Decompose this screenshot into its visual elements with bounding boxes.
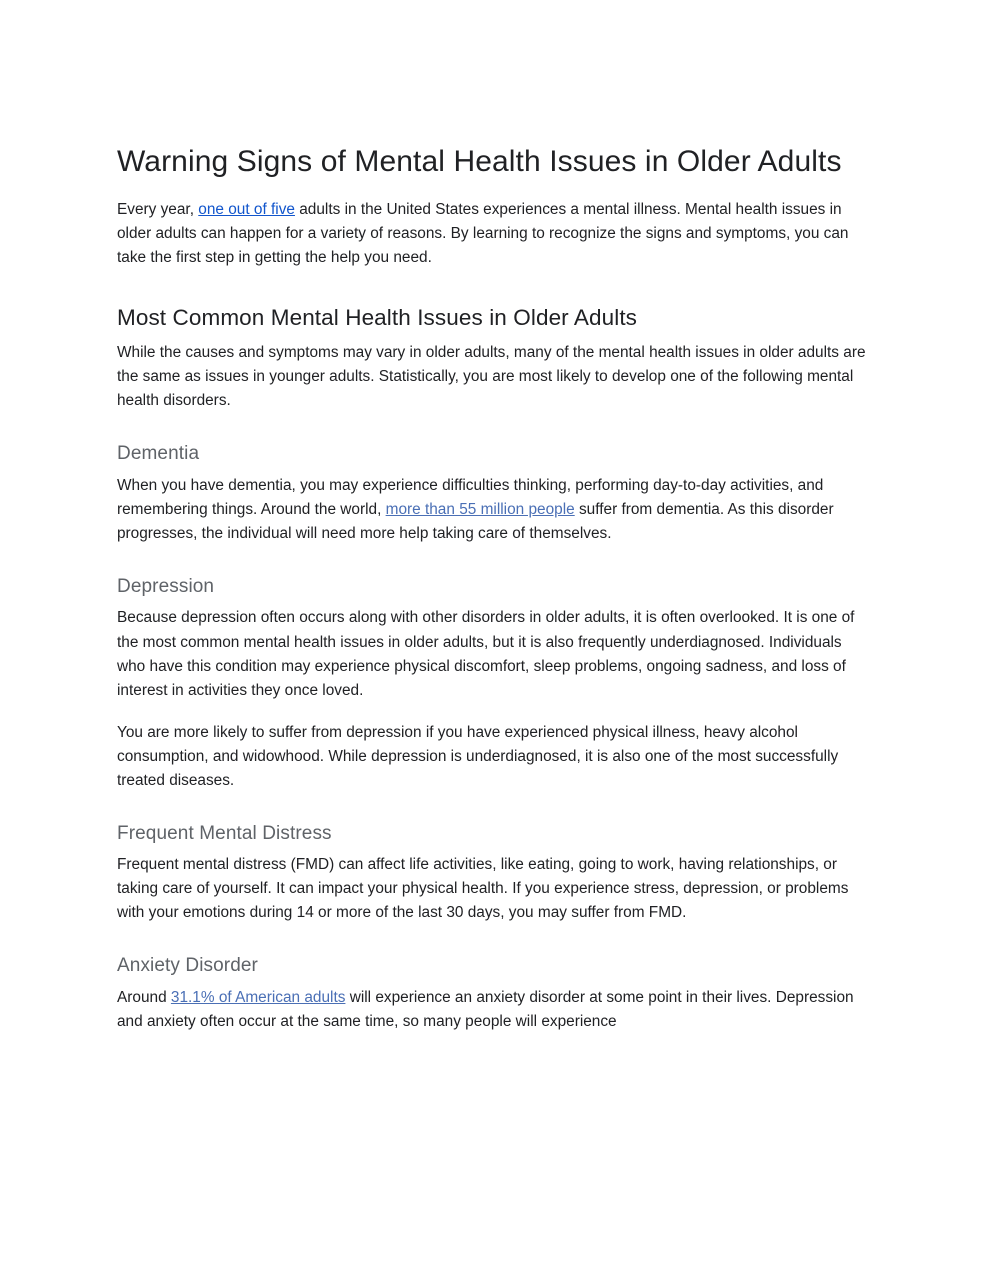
sub-heading-depression: Depression [117,575,215,597]
intro-text-after-link: adults in the United States experiences a mental illness. Mental health issues in older adults can happen for a variety of reasons. By learning to recognize the signs and symptoms, you can take the first step in getting the help you need. [117,200,849,266]
paragraph-anxiety-disorder [117,986,869,1034]
link-one-out-of-five[interactable]: one out of five [198,200,295,218]
link-31-percent-american-adults[interactable]: 31.1% of American adults [170,988,346,1006]
sub-heading-anxiety-disorder: Anxiety Disorder [117,955,258,977]
paragraph-depression-2: You are more likely to suffer from depression if you have experienced physical illness, heavy alcohol consumption, and widowhood. While depression is underdiagnosed, it is also one of the most successfully treated diseases. [117,723,839,789]
dementia-text-after-link: suffer from dementia. As this disorder progresses, the individual will need more help taking care of themselves. [117,500,834,542]
intro-paragraph [117,198,869,270]
page-title: Warning Signs of Mental Health Issues in Older Adults [117,145,842,178]
anxiety-text-after-link: will experience an anxiety disorder at some point in their lives. Depression and anxiety often occur at the same time, so many people will experience [117,988,854,1030]
paragraph-depression-1: Because depression often occurs along with other disorders in older adults, it is often overlooked. It is one of the most common mental health issues in older adults, but it is also frequently underdiagnosed. Individuals who have this condition may experience physical discomfort, sleep problems, ongoing sadness, and loss of interest in activities they once loved. [117,609,855,699]
sub-heading-dementia: Dementia [117,443,200,465]
intro-text-before-link: Every year, [117,200,199,218]
link-55-million-people[interactable]: more than 55 million people [385,500,575,518]
paragraph-frequent-mental-distress: Frequent mental distress (FMD) can affect life activities, like eating, going to work, having relationships, or taking care of yourself. It can impact your physical health. If you experience stress, depression, or problems with your emotions during 14 or more of the last 30 days, you may suffer from FMD. [117,856,849,922]
sub-heading-frequent-mental-distress: Frequent Mental Distress [117,822,332,844]
section-paragraph-most-common: While the causes and symptoms may vary in older adults, many of the mental health issues in older adults are the same as issues in younger adults. Statistically, you are most likely to develop one of the following mental health disorders. [117,344,866,410]
anxiety-text-before-link: Around [117,988,171,1006]
paragraph-dementia [117,474,869,546]
section-heading-most-common: Most Common Mental Health Issues in Older Adults [117,304,638,330]
dementia-text-before-link: When you have dementia, you may experience difficulties thinking, performing day-to-day activities, and remembering things. Around the world, [117,476,824,518]
